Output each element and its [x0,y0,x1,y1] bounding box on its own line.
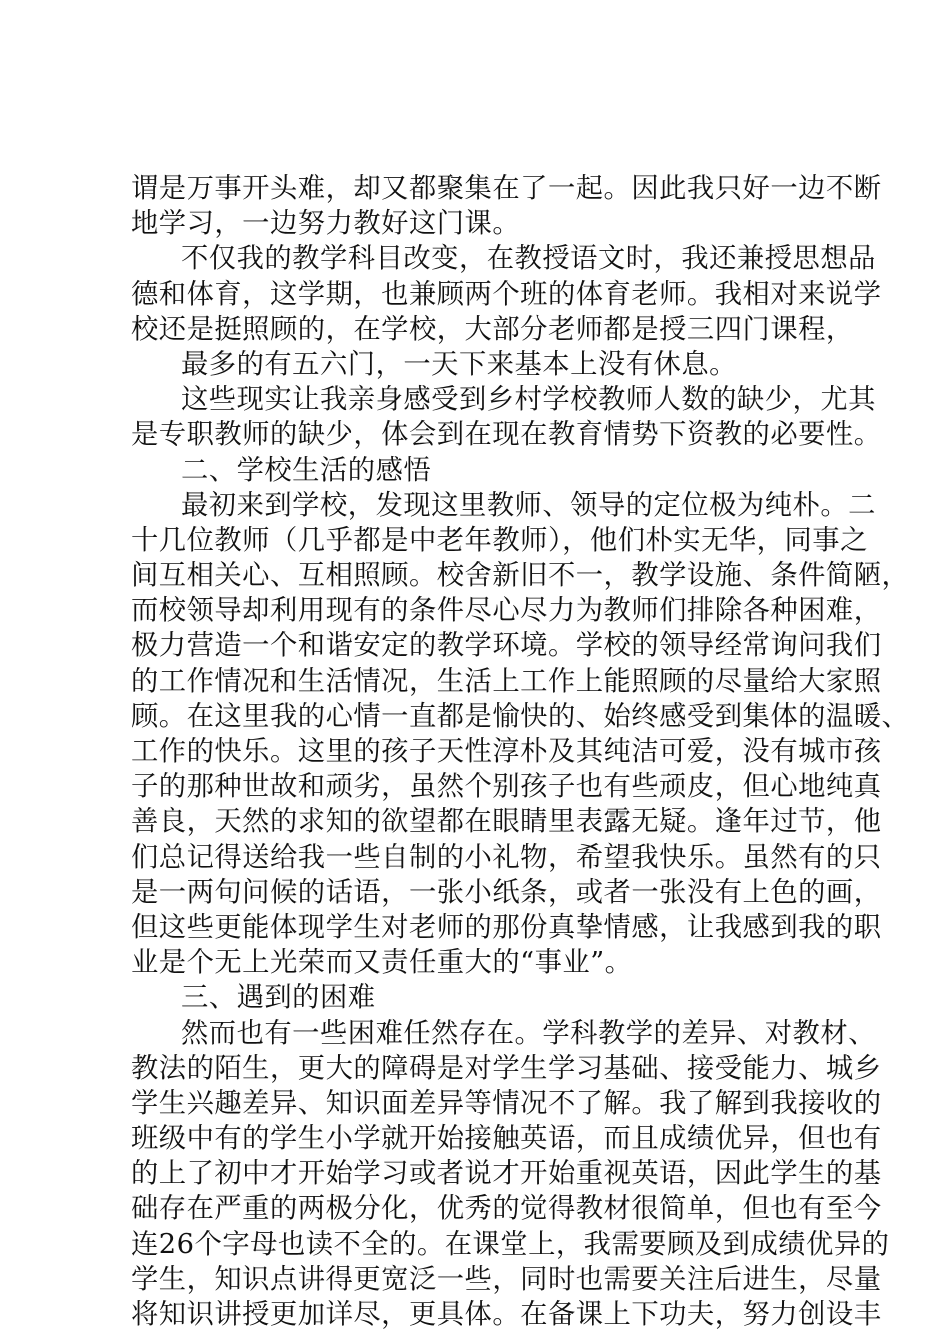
paragraph-start-line: 二、学校生活的感悟 [181,454,432,486]
text-line: 顾。在这里我的心情一直都是愉快的、始终感受到集体的温暖、 [131,700,910,732]
paragraph-start-line: 最多的有五六门，一天下来基本上没有休息。 [181,348,737,380]
paragraph-start-line: 这些现实让我亲身感受到乡村学校教师人数的缺少，尤其 [181,384,876,416]
text-line: 是专职教师的缺少，体会到在现在教育情势下资教的必要性。 [131,419,882,451]
paragraph-start-line: 最初来到学校，发现这里教师、领导的定位极为纯朴。二 [181,489,876,521]
paragraph-start-line: 三、遇到的困难 [181,982,376,1014]
text-line: 学生兴趣差异、知识面差异等情况不了解。我了解到我接收的 [131,1087,882,1119]
text-line: 将知识讲授更加详尽，更具体。在备课上下功夫，努力创设丰 [131,1299,882,1330]
text-line: 的上了初中才开始学习或者说才开始重视英语，因此学生的基 [131,1158,882,1190]
text-line: 谓是万事开头难，却又都聚集在了一起。因此我只好一边不断 [131,173,882,204]
text-line: 班级中有的学生小学就开始接触英语，而且成绩优异，但也有 [131,1123,882,1155]
text-line: 的工作情况和生活情况，生活上工作上能照顾的尽量给大家照 [131,665,882,697]
document-page [131,171,910,1332]
text-line: 学生，知识点讲得更宽泛一些，同时也需要关注后进生，尽量 [131,1263,882,1295]
text-line: 们总记得送给我一些自制的小礼物，希望我快乐。虽然有的只 [131,841,882,873]
text-line: 极力营造一个和谐安定的教学环境。学校的领导经常询问我们 [131,630,882,662]
text-line: 间互相关心、互相照顾。校舍新旧不一，教学设施、条件简陋， [131,560,910,592]
text-line: 连26个字母也读不全的。在课堂上，我需要顾及到成绩优异的 [131,1228,890,1260]
text-line: 工作的快乐。这里的孩子天性淳朴及其纯洁可爱，没有城市孩 [131,736,882,767]
text-line: 校还是挺照顾的，在学校，大部分老师都是授三四门课程， [131,313,854,345]
text-line: 是一两句问候的话语，一张小纸条，或者一张没有上色的画， [131,876,882,908]
paragraph-start-line: 然而也有一些困难任然存在。学科教学的差异、对教材、 [181,1017,876,1049]
text-line: 十几位教师（几乎都是中老年教师），他们朴实无华，同事之 [131,524,868,556]
text-line: 而校领导却利用现有的条件尽心尽力为教师们排除各种困难， [131,595,882,627]
text-line: 础存在严重的两极分化，优秀的觉得教材很简单，但也有至今 [131,1193,882,1225]
text-line: 善良，天然的求知的欲望都在眼睛里表露无疑。逢年过节，他 [131,806,882,838]
text-line: 德和体育，这学期，也兼顾两个班的体育老师。我相对来说学 [131,278,882,310]
text-line: 教法的陌生，更大的障碍是对学生学习基础、接受能力、城乡 [131,1052,882,1084]
text-line: 业是个无上光荣而又责任重大的“事业”。 [131,947,633,979]
text-line: 但这些更能体现学生对老师的那份真挚情感，让我感到我的职 [131,911,882,943]
paragraph-start-line: 不仅我的教学科目改变，在教授语文时，我还兼授思想品 [181,243,876,275]
text-line: 地学习，一边努力教好这门课。 [131,208,521,240]
text-line: 子的那种世故和顽劣，虽然个别孩子也有些顽皮，但心地纯真 [131,771,882,803]
